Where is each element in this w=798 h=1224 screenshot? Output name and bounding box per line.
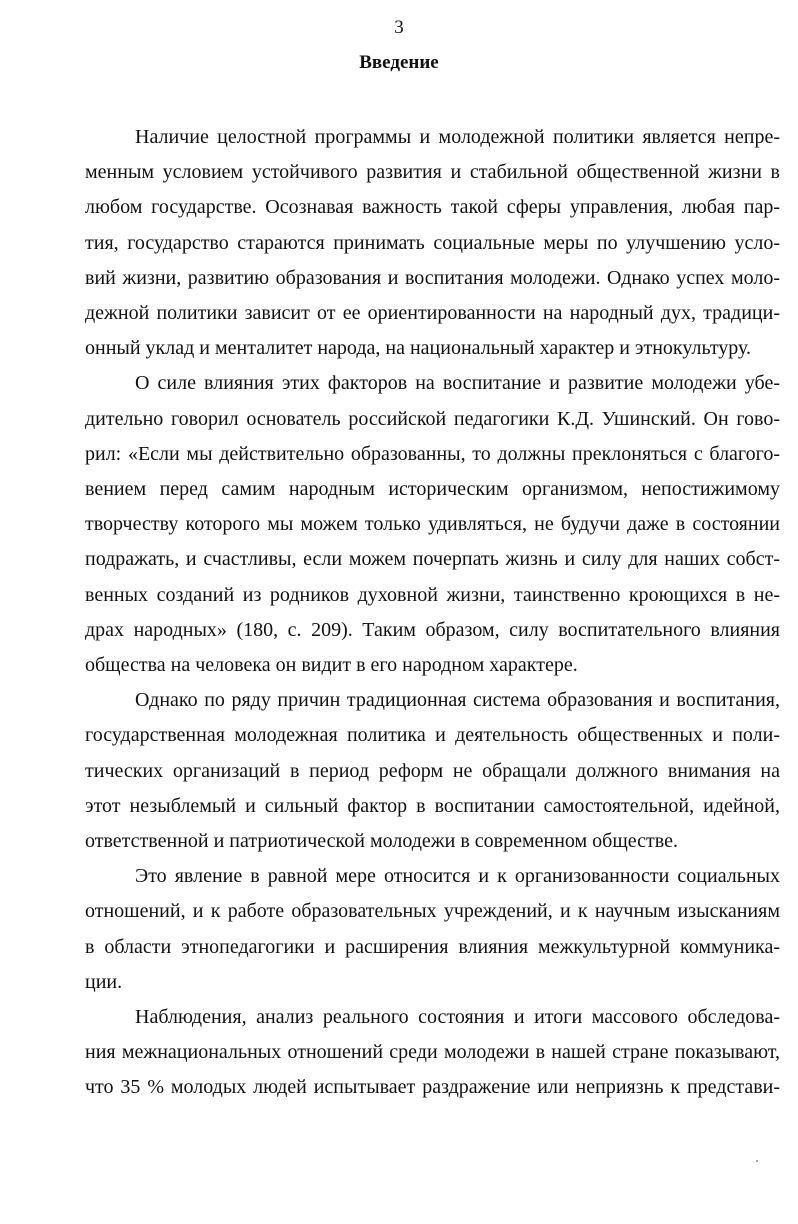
scan-speck xyxy=(756,1160,758,1162)
text-line: О силе влияния этих факторов на воспитание и развитие молодежи убе- xyxy=(135,372,780,395)
paragraph-5 xyxy=(85,1000,780,1106)
paragraph-4 xyxy=(85,859,780,1000)
paragraph-3 xyxy=(85,683,780,859)
text-line: государственная молодежная политика и деятельность общественных и поли- xyxy=(85,724,780,747)
text-line: в области этнопедагогики и расширения влияния межкультурной коммуника- xyxy=(85,935,780,958)
text-line: творчеству которого мы можем только удивляться, не будучи даже в состоянии xyxy=(85,513,780,536)
paragraph-1 xyxy=(85,120,780,366)
text-line: Наблюдения, анализ реального состояния и итоги массового обследова- xyxy=(135,1006,780,1029)
text-line: венных созданий из родников духовной жизни, таинственно кроющихся в не- xyxy=(85,583,780,606)
text-line: отношений, и к работе образовательных учреждений, и к научным изысканиям xyxy=(85,900,780,923)
text-line: ния межнациональных отношений среди молодежи в нашей стране показывают, xyxy=(85,1041,780,1064)
document-body xyxy=(85,120,780,1106)
text-line: Наличие целостной программы и молодежной политики является непре- xyxy=(135,126,780,148)
paragraph-2 xyxy=(85,366,780,683)
text-line: этот незыблемый и сильный фактор в воспитании самостоятельной, идейной, xyxy=(85,794,780,817)
text-line: вением перед самим народным историческим организмом, непостижимому xyxy=(85,478,780,501)
text-line: онный уклад и менталитет народа, на национальный характер и этнокультуру. xyxy=(85,337,752,360)
page-title: Введение xyxy=(359,52,439,73)
text-line: драх народных» (180, с. 209). Таким образом, силу воспитательного влияния xyxy=(85,618,780,641)
text-line: дительно говорил основатель российской педагогики К.Д. Ушинский. Он гово- xyxy=(85,407,780,430)
text-line: менным условием устойчивого развития и стабильной общественной жизни в xyxy=(85,161,780,184)
text-line: Однако по ряду причин традиционная система образования и воспитания, xyxy=(135,689,780,712)
text-line: ответственной и патриотической молодежи в современном обществе. xyxy=(85,830,678,853)
text-line: ции. xyxy=(85,970,123,993)
text-line: вий жизни, развитию образования и воспитания молодежи. Однако успех моло- xyxy=(85,266,780,289)
text-line: что 35 % молодых людей испытывает раздражение или неприязнь к представи- xyxy=(85,1076,780,1099)
text-line: рил: «Если мы действительно образованны, то должны преклоняться с благого- xyxy=(85,442,780,465)
text-line: общества на человека он видит в его народном характере. xyxy=(85,654,578,677)
text-line: Это явление в равной мере относится и к организованности социальных xyxy=(135,865,780,888)
page-number: 3 xyxy=(394,17,404,38)
text-line: тия, государство стараются принимать социальные меры по улучшению усло- xyxy=(85,231,780,254)
text-line: подражать, и счастливы, если можем почерпать жизнь и силу для наших собст- xyxy=(85,548,780,571)
text-line: тических организаций в период реформ не обращали должного внимания на xyxy=(85,759,780,782)
text-line: дежной политики зависит от ее ориентированности на народный дух, традици- xyxy=(85,302,780,325)
text-line: любом государстве. Осознавая важность такой сферы управления, любая пар- xyxy=(85,196,780,219)
